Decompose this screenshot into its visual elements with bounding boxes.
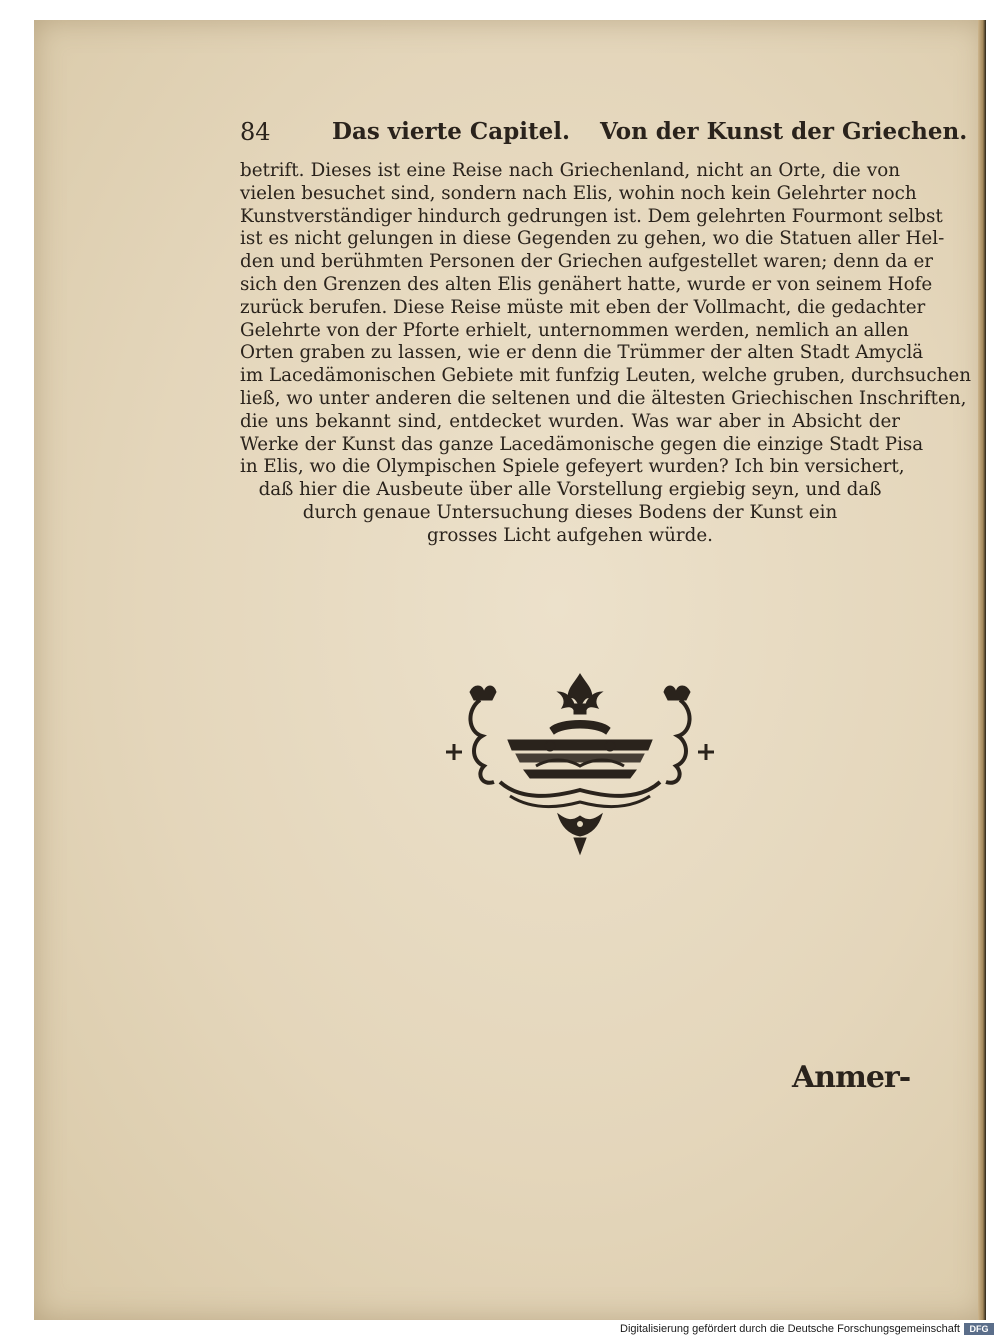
body-text [240, 160, 972, 548]
page-number: 84 [240, 118, 271, 146]
text-line: zurück berufen. Diese Reise müste mit eben der Vollmacht, die gedachter [240, 296, 926, 318]
text-line: Kunstverständiger hindurch gedrungen ist. Dem gelehrten Fourmont selbst [240, 205, 943, 227]
section-title: Von der Kunst der Griechen. [600, 118, 968, 145]
text-line: ließ, wo unter anderen die seltenen und die ältesten Griechischen Inschriften, [240, 387, 967, 409]
fleuron-crown-vignette-icon [440, 670, 720, 860]
page-binding-edge [978, 20, 986, 1320]
catchword: Anmer- [792, 1060, 911, 1095]
text-line: grosses Licht aufgehen würde. [426, 524, 713, 546]
text-line: in Elis, wo die Olympischen Spiele gefeyert wurden? Ich bin versichert, [240, 456, 905, 478]
text-line: die uns bekannt sind, entdecket wurden. Was war aber in Absicht der [240, 410, 900, 432]
text-line: vielen besuchet sind, sondern nach Elis, wohin noch kein Gelehrter noch [240, 182, 917, 204]
text-line: daß hier die Ausbeute über alle Vorstellung ergiebig seyn, und daß [258, 479, 882, 501]
text-line: sich den Grenzen des alten Elis genähert hatte, wurde er von seinem Hofe [240, 273, 933, 295]
text-line: betrift. Dieses ist eine Reise nach Griechenland, nicht an Orte, die von [240, 160, 900, 181]
text-line: Orten graben zu lassen, wie er denn die Trümmer der alten Stadt Amyclä [240, 342, 924, 364]
chapter-title: Das vierte Capitel. [332, 118, 570, 145]
dfg-logo: DFG [964, 1323, 994, 1335]
text-line: Gelehrte von der Pforte erhielt, unternommen werden, nemlich an allen [240, 319, 909, 341]
digitization-footer [560, 1322, 996, 1338]
text-line: im Lacedämonischen Gebiete mit funfzig Leuten, welche gruben, durchsuchen [240, 365, 972, 387]
running-head [240, 118, 968, 158]
text-line: Werke der Kunst das ganze Lacedämonische gegen die einzige Stadt Pisa [240, 433, 924, 455]
funding-notice: Digitalisierung gefördert durch die Deutsche Forschungsgemeinschaft [620, 1323, 960, 1335]
text-line: den und berühmten Personen der Griechen aufgestellet waren; denn da er [240, 251, 934, 273]
text-line: durch genaue Untersuchung dieses Bodens der Kunst ein [302, 501, 838, 523]
text-line: ist es nicht gelungen in diese Gegenden zu gehen, wo die Statuen aller Hel- [240, 228, 945, 250]
